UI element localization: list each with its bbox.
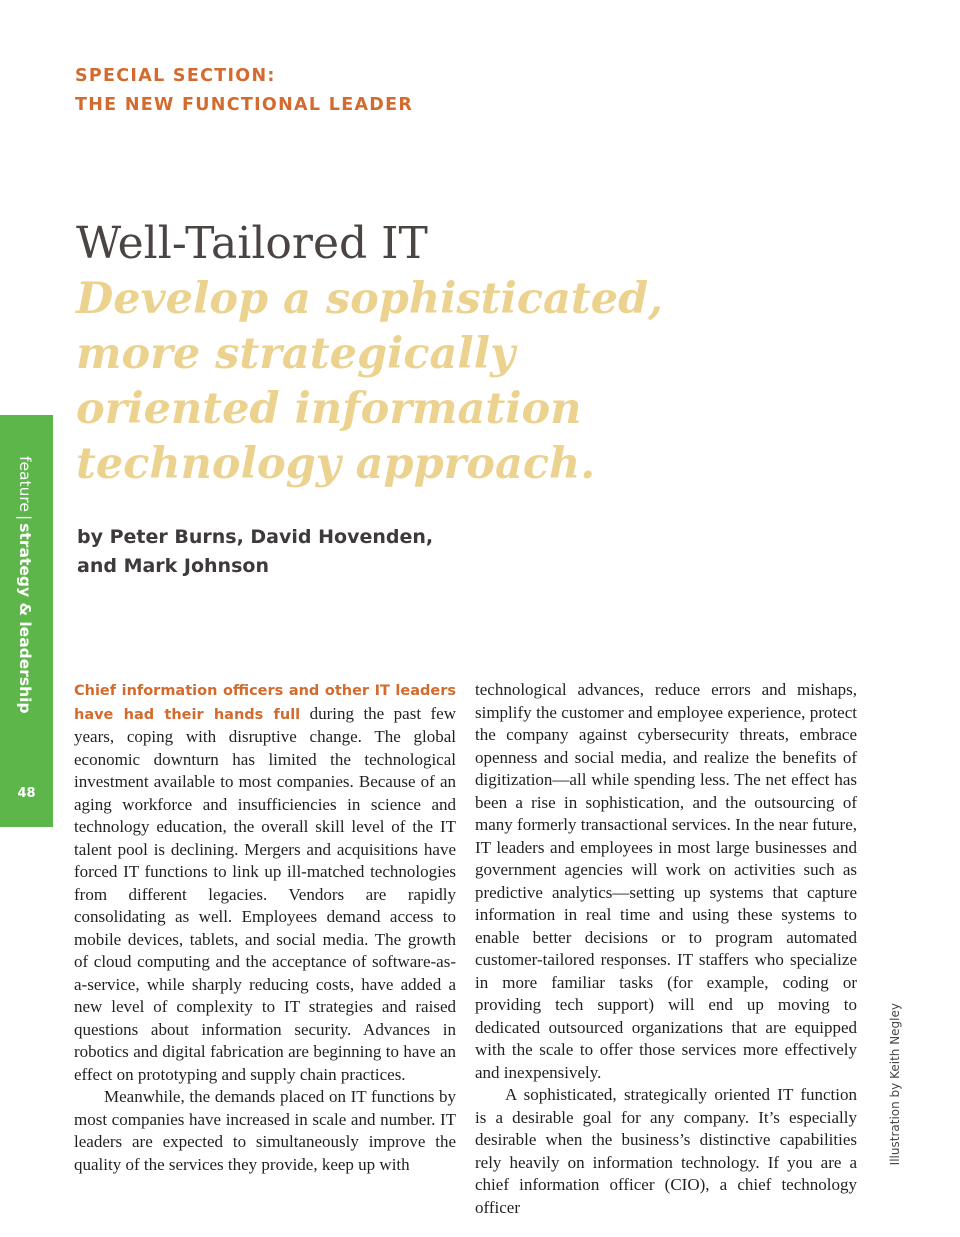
page-number: 48 <box>17 786 36 801</box>
deck-line: technology approach. <box>76 439 596 489</box>
illustration-credit: Illustration by Keith Negley <box>888 1003 902 1166</box>
deck-line: Develop a sophisticated, <box>76 274 664 324</box>
byline-line2: and Mark Johnson <box>77 555 269 577</box>
section-tab-label <box>16 456 34 714</box>
body-paragraph: Meanwhile, the demands placed on IT functions by most companies have increased in scale and number. IT leaders are expected to simultaneously improve the quality of the services they provide, keep up with <box>74 1087 456 1174</box>
tab-category: feature <box>16 456 34 512</box>
body-column-right <box>475 679 857 1219</box>
body-paragraph: technological advances, reduce errors and mishaps, simplify the customer and employee experience, protect the company against cybersecurity threats, embrace openness and social media, and realize the benefits of digitization—all while spending less. The net effect has been a rise in sophistication, and the outsourcing of many formerly transactional services. In the near future, IT leaders and employees in most large businesses and government agencies will work on activities such as predictive analytics—setting up systems that capture information in real time and using these systems to enable better decisions or to program automated customer-tailored responses. IT staffers who specialize in more familiar tasks (for example, coding or providing tech support) will end up moving to dedicated outsourced organizations that are equipped with the scale to offer those services more effectively and inexpensively. <box>475 680 857 1082</box>
article-deck <box>76 272 676 492</box>
section-label-line1: SPECIAL SECTION: <box>75 66 276 86</box>
byline <box>77 523 433 581</box>
tab-topic: strategy & leadership <box>16 523 34 714</box>
section-label-line2: THE NEW FUNCTIONAL LEADER <box>75 95 414 115</box>
body-paragraph <box>74 679 456 1086</box>
section-label <box>75 62 413 120</box>
deck-line: more strategically <box>76 329 516 379</box>
paragraph-text: during the past few years, coping with disruptive change. The global economic downturn has limited the technological investment available to most companies. Because of an aging workforce and insufficiencies in science and technology education, the overall skill level of the IT talent pool is declining. Mergers and acquisitions have forced IT functions to link up ill-matched technologies from different legacies. Vendors are rapidly consolidating as well. Employees demand access to mobile devices, tablets, and social media. The growth of cloud computing and the acceptance of software-as-a-service, while sharply reducing costs, have added a new level of complexity to IT strategies and raised questions about information security. Advances in robotics and digital fabrication are beginning to have an effect on prototyping and supply chain practices. <box>74 703 456 1084</box>
body-paragraph: A sophisticated, strategically oriented IT function is a desirable goal for any company. It’s especially desirable when the business’s distinctive capabilities rely heavily on information technology. If you are a chief information officer (CIO), a chief technology officer <box>475 1085 857 1217</box>
article-title: Well-Tailored IT <box>76 218 428 269</box>
body-column-left <box>74 679 456 1176</box>
lead-in: Chief information officers and other IT leaders have had their hands full <box>74 683 456 723</box>
deck-line: oriented information <box>76 384 582 434</box>
tab-separator: | <box>16 514 34 521</box>
byline-line1: by Peter Burns, David Hovenden, <box>77 526 434 548</box>
